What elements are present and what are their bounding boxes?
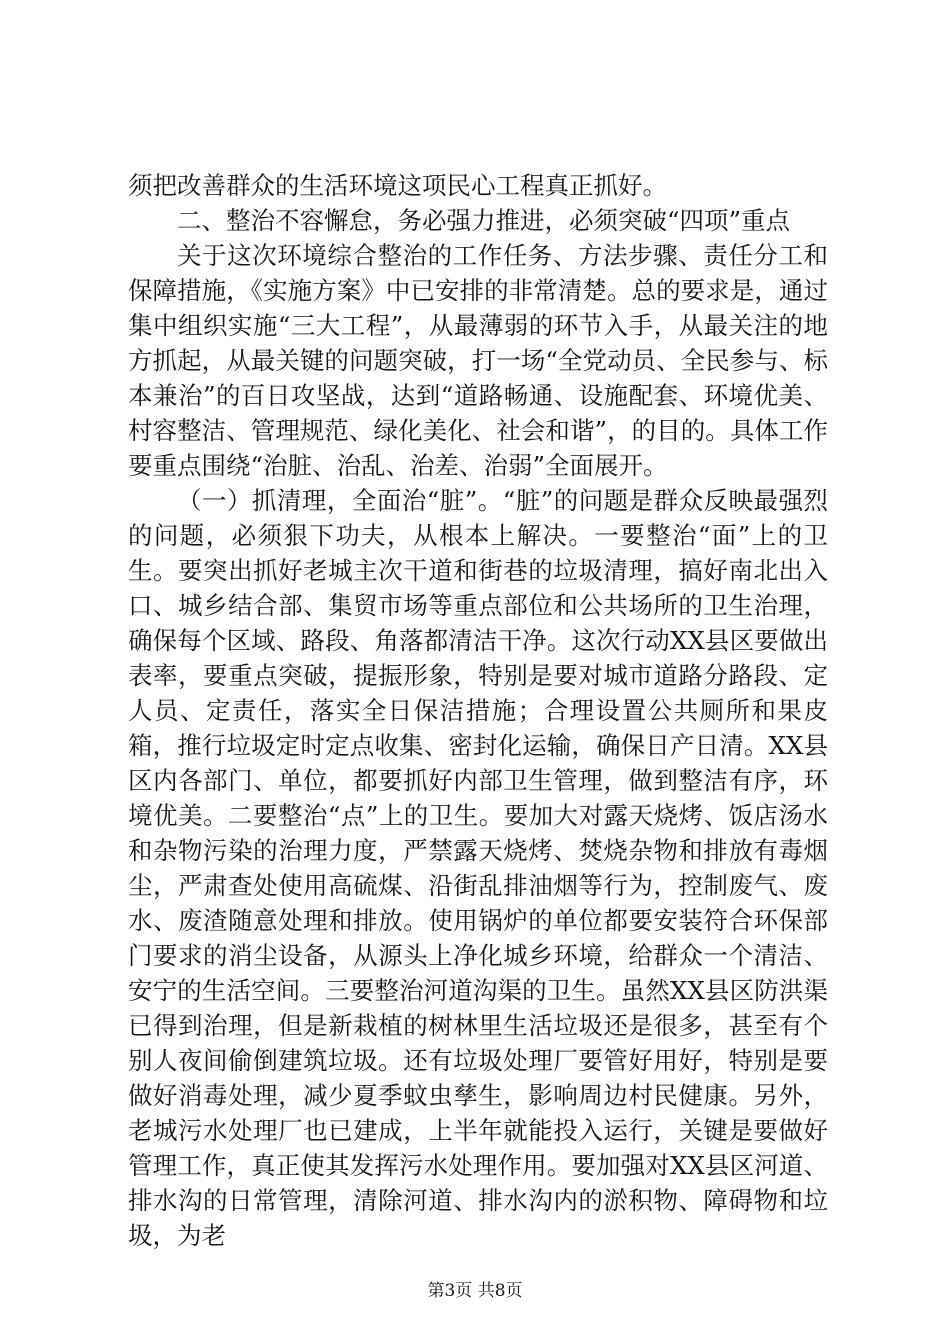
page-number-footer: 第3页 共8页 [427, 1281, 523, 1301]
document-body [128, 168, 828, 1253]
section-heading: 二、整治不容懈怠，务必强力推进，必须突破“四项”重点 [177, 206, 791, 235]
paragraph-continuation: 须把改善群众的生活环境这项民心工程真正抓好。 [128, 171, 667, 200]
paragraph-cleanup: （一）抓清理，全面治“脏”。“脏”的问题是群众反映最强烈的问题，必须狠下功夫，从根本上解决。一要整治“面”上的卫生。要突出抓好老城主次干道和街巷的垃圾清理，搞好南北出入口、城乡结合部、集贸市场等重点部位和公共场所的卫生治理，确保每个区域、路段、角落都清洁干净。这次行动XX县区要做出表率，要重点突破，提振形象，特别是要对城市道路分路段、定人员、定责任，落实全日保洁措施；合理设置公共厕所和果皮箱，推行垃圾定时定点收集、密封化运输，确保日产日清。XX县区内各部门、单位，都要抓好内部卫生管理，做到整洁有序，环境优美。二要整治“点”上的卫生。要加大对露天烧烤、饭店汤水和杂物污染的治理力度，严禁露天烧烤、焚烧杂物和排放有毒烟尘，严肃查处使用高硫煤、沿街乱排油烟等行为，控制废气、废水、废渣随意处理和排放。使用锅炉的单位都要安装符合环保部门要求的消尘设备，从源头上净化城乡环境，给群众一个清洁、安宁的生活空间。三要整治河道沟渠的卫生。虽然XX县区防洪渠已得到治理，但是新栽植的树林里生活垃圾还是很多，甚至有个别人夜间偷倒建筑垃圾。还有垃圾处理厂要管好用好，特别是要做好消毒处理，减少夏季蚊虫孳生，影响周边村民健康。另外，老城污水处理厂也已建成，上半年就能投入运行，关键是要做好管理工作，真正使其发挥污水处理作用。要加强对XX县区河道、排水沟的日常管理，清除河道、排水沟内的淤积物、障碍物和垃圾，为老 [128, 486, 828, 1250]
paragraph-requirements: 关于这次环境综合整治的工作任务、方法步骤、责任分工和保障措施，《实施方案》中已安排的非常清楚。总的要求是，通过集中组织实施“三大工程”，从最薄弱的环节入手，从最关注的地方抓起，从最关键的问题突破，打一场“全党动员、全民参与、标本兼治”的百日攻坚战，达到“道路畅通、设施配套、环境优美、村容整洁、管理规范、绿化美化、社会和谐”，的目的。具体工作要重点围绕“治脏、治乱、治差、治弱”全面展开。 [128, 241, 828, 480]
